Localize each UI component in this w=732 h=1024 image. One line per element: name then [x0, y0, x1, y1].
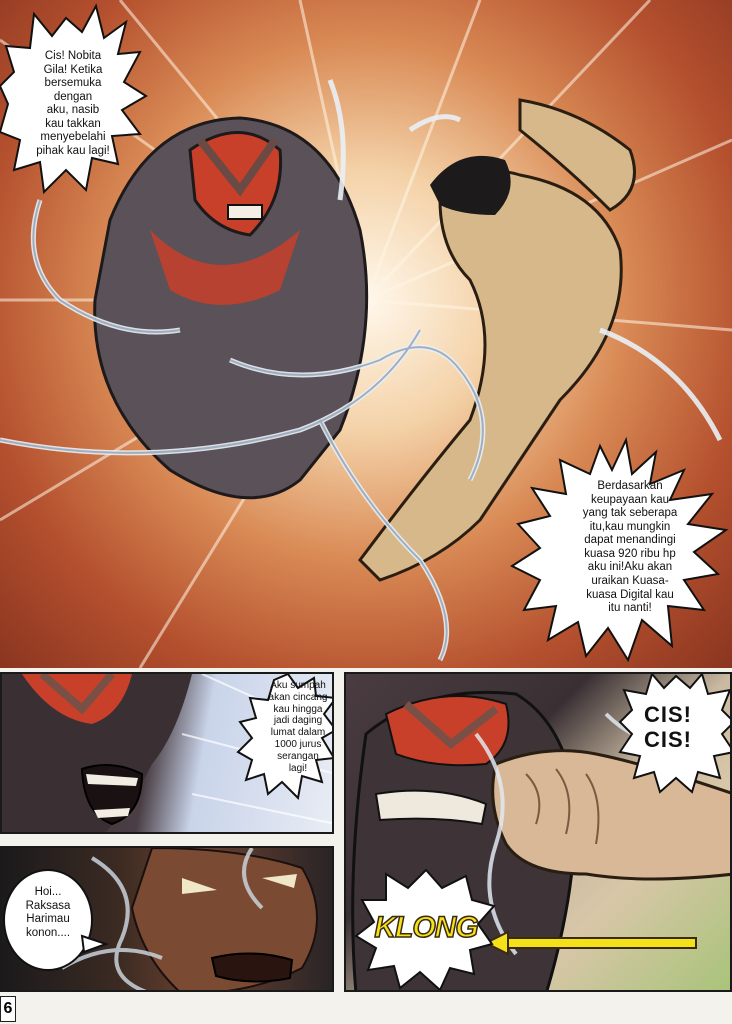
bubble-line: dapat menandingi	[584, 534, 676, 547]
panel-punch-impact	[344, 672, 732, 992]
bubble-line: Gila! Ketika	[43, 63, 103, 76]
speech-bubble-taunt	[8, 886, 88, 940]
bubble-line: kau takkan	[45, 117, 101, 130]
bubble-line: menyebelahi	[40, 131, 106, 144]
speech-bubble-cis	[628, 702, 708, 753]
bubble-line: kuasa 920 ribu hp	[584, 547, 676, 560]
speech-bubble-oath	[258, 680, 334, 774]
sound-effect-klong: KLONG	[374, 911, 478, 944]
bubble-line: dengan	[53, 90, 93, 103]
panel-hero-glare	[0, 846, 334, 992]
bubble-line: Raksasa	[25, 899, 71, 912]
bubble-line: CIS!	[644, 702, 692, 727]
bubble-line: itu nanti!	[608, 602, 652, 615]
bubble-line: aku ini!Aku akan	[587, 561, 673, 574]
page-number: 6	[0, 996, 16, 1022]
bubble-line: itu,kau mungkin	[589, 520, 671, 533]
bubble-line: pihak kau lagi!	[36, 144, 110, 157]
bubble-line: uraikan Kuasa-	[591, 574, 669, 587]
bubble-line: konon....	[25, 926, 71, 939]
speech-bubble-villain	[18, 50, 128, 159]
bubble-line: Aku sumpah	[270, 680, 326, 691]
bubble-line: serangan	[277, 750, 319, 762]
bubble-line: bersemuka	[44, 77, 102, 90]
bubble-line: kau hingga	[273, 703, 323, 715]
bubble-line: yang tak seberapa	[582, 507, 678, 520]
bubble-line: Cis! Nobita	[44, 50, 102, 62]
bubble-line: Hoi...	[34, 886, 62, 898]
bubble-line: aku, nasib	[46, 104, 100, 117]
bubble-line: jadi daging	[273, 715, 323, 727]
bubble-line: kuasa Digital kau	[586, 588, 674, 601]
bubble-line: 1000 jurus	[274, 738, 322, 750]
bubble-line: Berdasarkan	[597, 480, 663, 492]
bubble-line: lagi!	[288, 762, 308, 774]
panel-villain-roar	[0, 672, 334, 834]
bubble-line: keupayaan kau	[590, 493, 669, 506]
speech-bubble-villain-threat	[560, 480, 700, 616]
bubble-line: akan cincang	[268, 691, 328, 703]
bubble-line: Harimau	[26, 913, 70, 926]
bubble-line: lumat dalam	[270, 727, 326, 739]
bubble-line: CIS!	[644, 727, 692, 753]
